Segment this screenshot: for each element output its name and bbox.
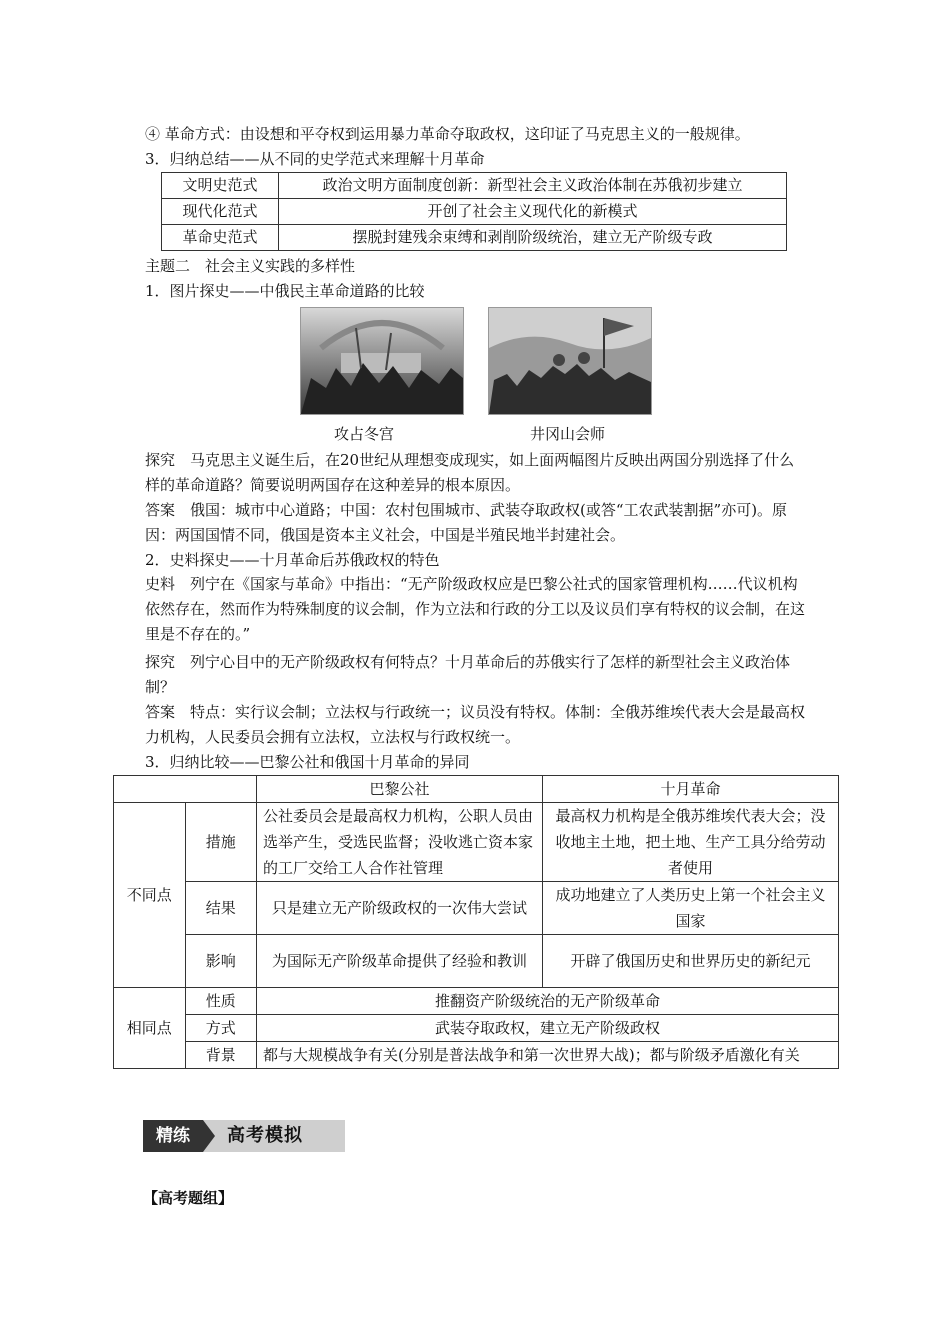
aspect-cell: 结果 [185, 882, 257, 935]
table-row [114, 935, 839, 988]
framework-desc: 摆脱封建残余束缚和剥削阶级统治，建立无产阶级专政 [279, 225, 787, 251]
explore-question-2: 探究 列宁心目中的无产阶级政权有何特点？十月革命后的苏俄实行了怎样的新型社会主义政治体制？ [145, 653, 791, 696]
cell-common: 武装夺取政权，建立无产阶级政权 [257, 1015, 839, 1042]
cell-october: 成功地建立了人类历史上第一个社会主义国家 [543, 882, 839, 935]
caption-storming-winter-palace: 攻占冬宫 [334, 425, 395, 443]
cell-paris: 为国际无产阶级革命提供了经验和教训 [257, 935, 543, 988]
comparison-table [113, 775, 839, 1069]
aspect-cell: 措施 [185, 803, 257, 882]
table-row [162, 199, 787, 225]
storming-winter-palace-image [300, 307, 464, 415]
same-label: 相同点 [114, 988, 186, 1069]
heading-source-history: 2．史料探史——十月革命后苏俄政权的特色 [145, 551, 440, 569]
aspect-cell: 影响 [185, 935, 257, 988]
table-row [162, 225, 787, 251]
answer-1: 答案 俄国：城市中心道路；中国：农村包围城市、武装夺取政权(或答“工农武装割据”亦可)。原因：两国国情不同，俄国是资本主义社会，中国是半殖民地半封建社会。 [145, 501, 788, 544]
table-row [114, 988, 839, 1015]
cell-october: 最高权力机构是全俄苏维埃代表大会；没收地主土地，把土地、生产工具分给劳动者使用 [543, 803, 839, 882]
table-row [114, 1042, 839, 1069]
framework-name: 革命史范式 [162, 225, 279, 251]
cell-common: 都与大规模战争有关(分别是普法战争和第一次世界大战)；都与阶级矛盾激化有关 [257, 1042, 839, 1069]
table-row [162, 173, 787, 199]
cell-paris: 只是建立无产阶级政权的一次伟大尝试 [257, 882, 543, 935]
framework-desc: 开创了社会主义现代化的新模式 [279, 199, 787, 225]
paragraph-revolution-method: ④ 革命方式：由设想和平夺权到运用暴力革命夺取政权，这印证了马克思主义的一般规律。 [145, 125, 750, 143]
heading-compare: 3．归纳比较——巴黎公社和俄国十月革命的异同 [145, 753, 470, 771]
aspect-cell: 性质 [185, 988, 257, 1015]
table-row [114, 776, 839, 803]
aspect-cell: 背景 [185, 1042, 257, 1069]
cell-paris: 公社委员会是最高权力机构，公职人员由选举产生，受选民监督；没收逃亡资本家的工厂交给工人合作社管理 [257, 803, 543, 882]
table-row [114, 1015, 839, 1042]
section-banner [143, 1120, 345, 1152]
section-title-theme-two: 主题二 社会主义实践的多样性 [145, 257, 356, 275]
diff-label: 不同点 [114, 803, 186, 988]
table-row [114, 803, 839, 882]
framework-name: 现代化范式 [162, 199, 279, 225]
empty-header-cell [114, 776, 257, 803]
cell-common: 推翻资产阶级统治的无产阶级革命 [257, 988, 839, 1015]
source-quote: 史料 列宁在《国家与革命》中指出：“无产阶级政权应是巴黎公社式的国家管理机构……代议机构依然存在，然而作为特殊制度的议会制，作为立法和行政的分工以及议员们享有特权的议会制，在这里是不存在的。” [145, 575, 806, 643]
framework-desc: 政治文明方面制度创新：新型社会主义政治体制在苏俄初步建立 [279, 173, 787, 199]
caption-jinggangshan-meeting: 井冈山会师 [530, 425, 606, 443]
answer-2: 答案 特点：实行议会制；立法权与行政统一；议员没有特权。体制：全俄苏维埃代表大会是最高权力机构，人民委员会拥有立法权，立法权与行政权统一。 [145, 703, 806, 746]
exam-group-label: 【高考题组】 [143, 1189, 234, 1207]
cell-october: 开辟了俄国历史和世界历史的新纪元 [543, 935, 839, 988]
framework-name: 文明史范式 [162, 173, 279, 199]
jinggangshan-meeting-image [488, 307, 652, 415]
banner-title: 高考模拟 [227, 1125, 303, 1146]
aspect-cell: 方式 [185, 1015, 257, 1042]
heading-picture-history: 1．图片探史——中俄民主革命道路的比较 [145, 282, 425, 300]
banner-tag: 精练 [143, 1120, 203, 1152]
header-october-revolution: 十月革命 [543, 776, 839, 803]
explore-question-1: 探究 马克思主义诞生后，在20世纪从理想变成现实，如上面两幅图片反映出两国分别选择了什么样的革命道路？简要说明两国存在这种差异的根本原因。 [145, 451, 795, 494]
banner-arrow-icon [203, 1120, 215, 1152]
heading-summary: 3．归纳总结——从不同的史学范式来理解十月革命 [145, 150, 485, 168]
framework-table [161, 172, 787, 251]
table-row [114, 882, 839, 935]
header-paris-commune: 巴黎公社 [257, 776, 543, 803]
